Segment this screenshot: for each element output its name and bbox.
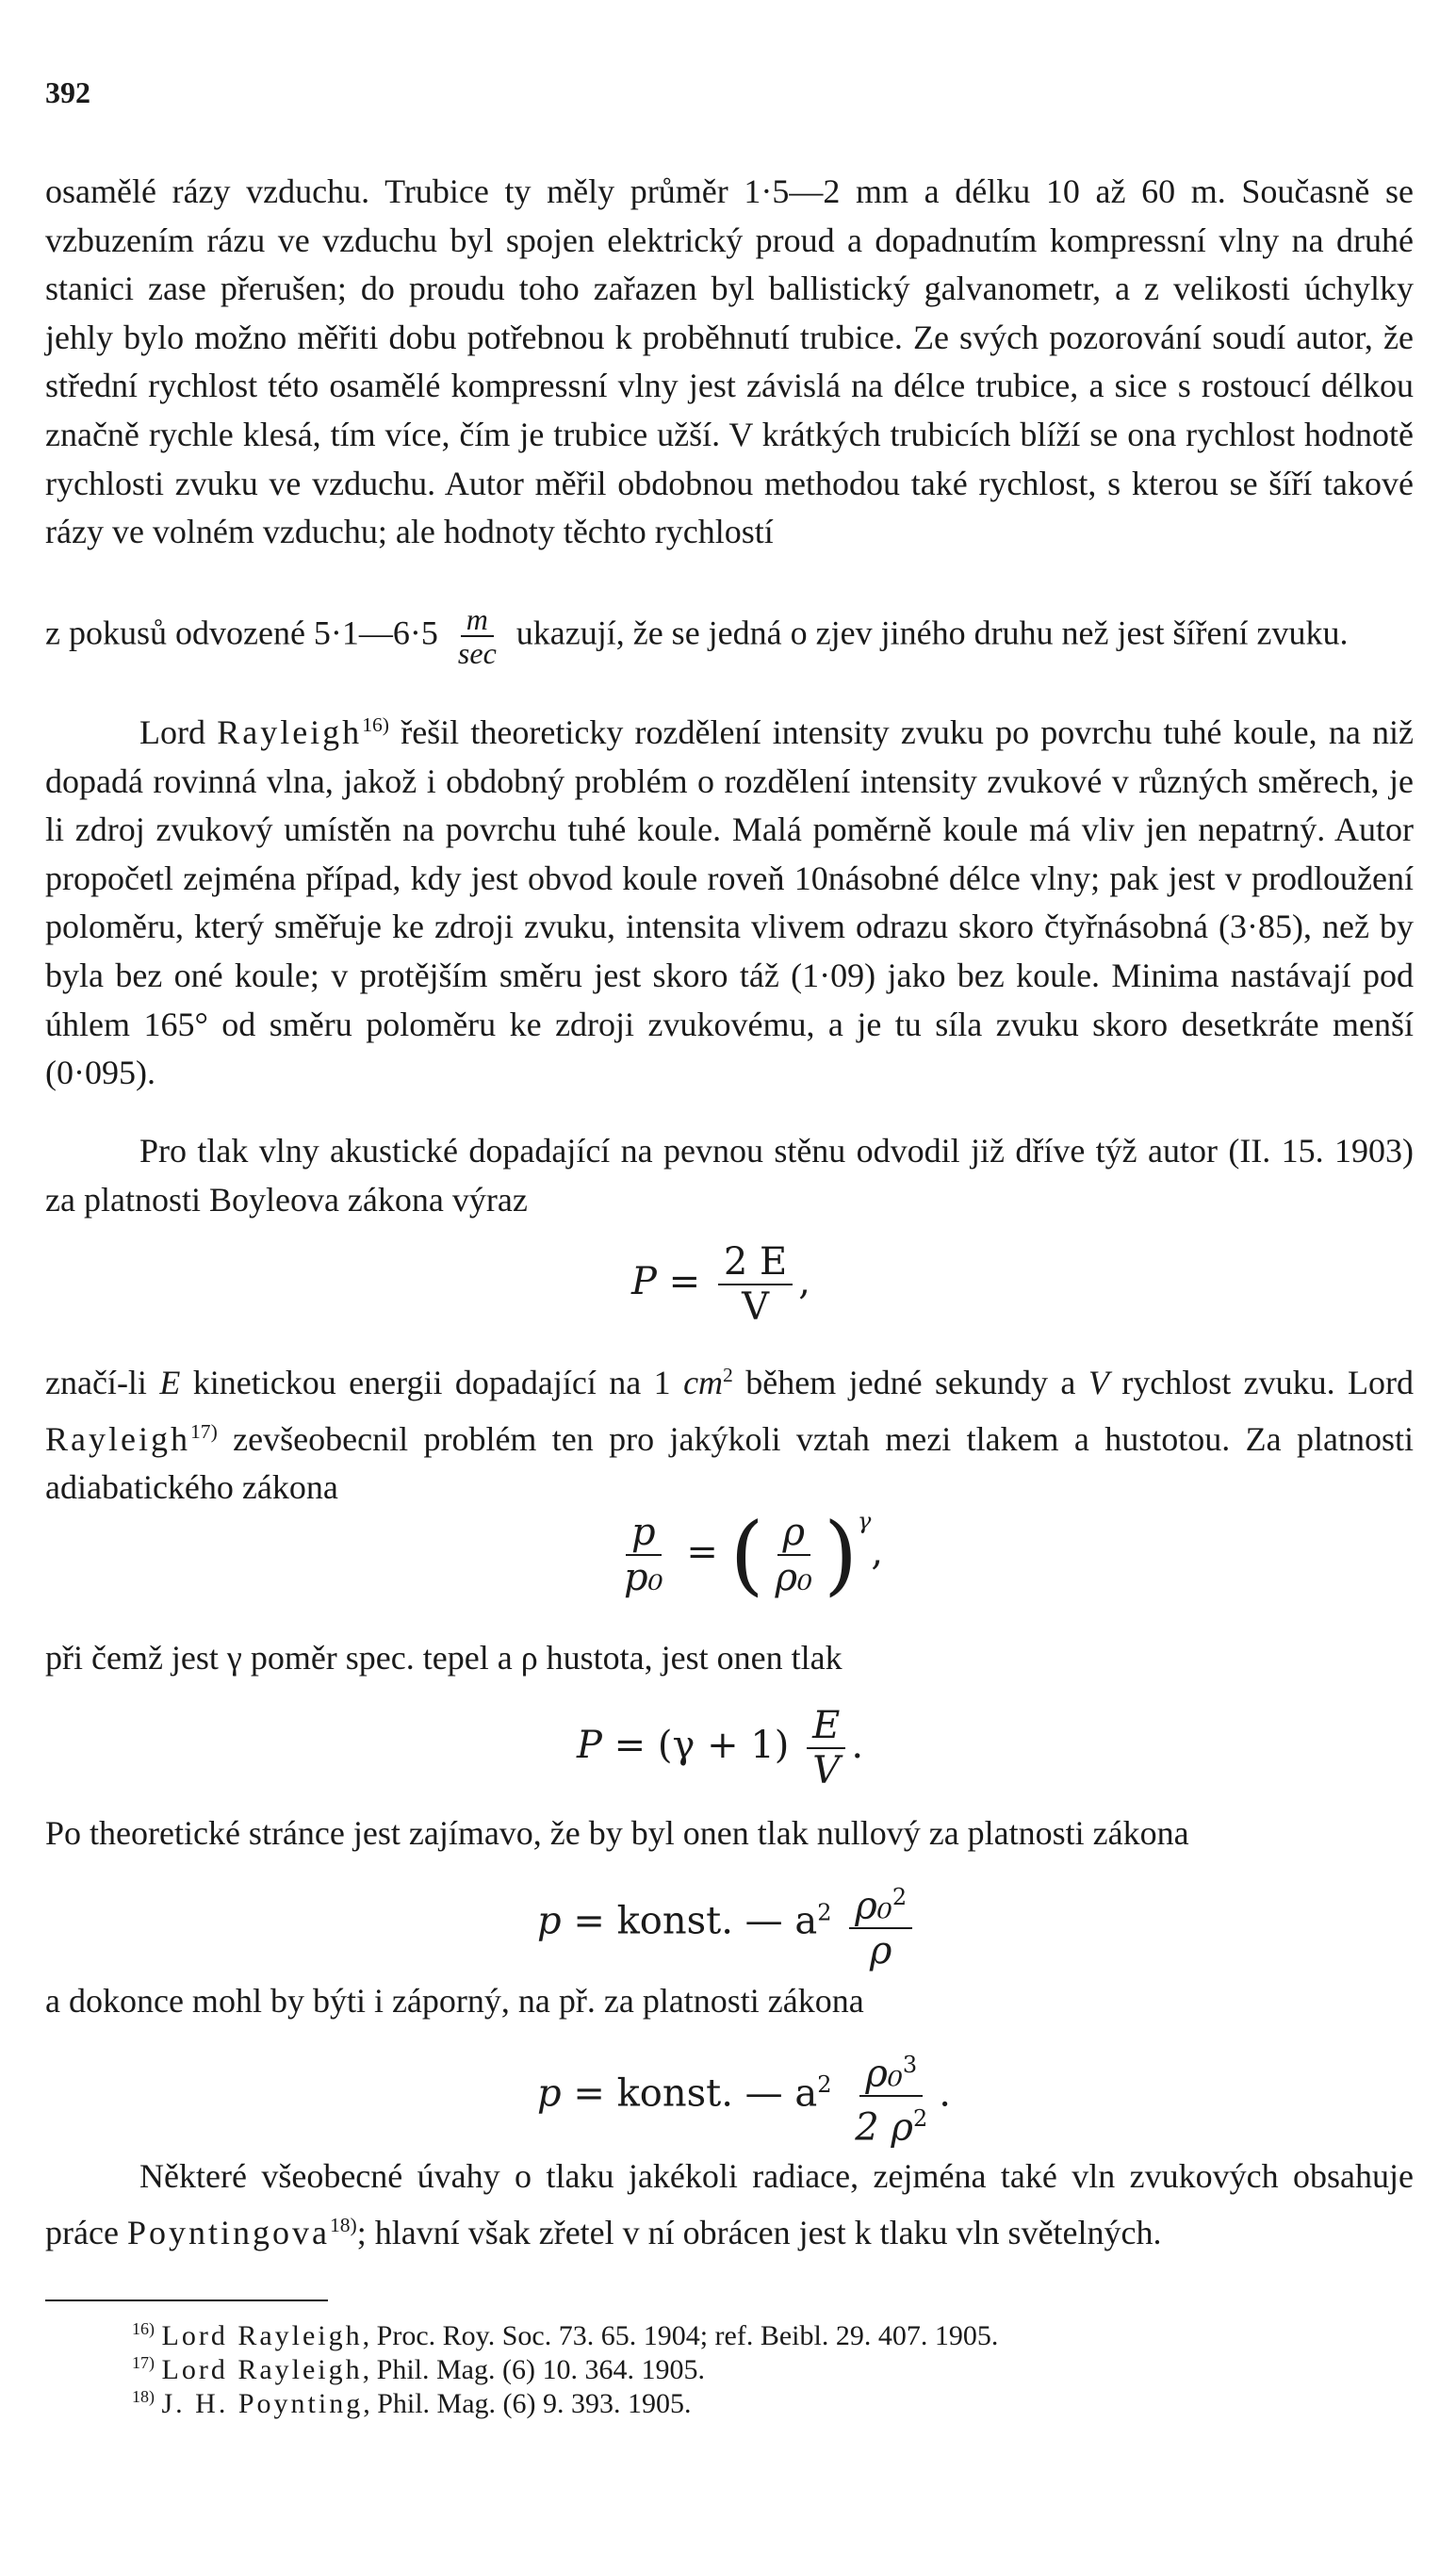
paragraph-shock-waves xyxy=(45,168,1414,557)
paragraph-text: a dokonce mohl by býti i záporný, na př. za platnosti zákona xyxy=(45,1982,864,2020)
paragraph-radiation: Některé všeobecné úvahy o tlaku jakékoli radiace, zejména také vln zvukových obsahuje práce Poyntingova$^{18)}$; hlavní však zřetel v ní obrácen jest k tlaku vln světelných. xyxy=(45,2157,1414,2251)
equation-negative-pressure: p = konst. — $a^2$ $\frac{\rho_0^3}{2 \rho^2}$ . xyxy=(537,2043,951,2150)
paragraph-gamma xyxy=(45,1634,1414,1683)
footnote-16: $^{16)}$ Lord Rayleigh, Proc. Roy. Soc. 73. 65. 1904; ref. Beibl. 29. 407. 1905. xyxy=(132,2319,999,2351)
author-rayleigh: Rayleigh xyxy=(45,1419,190,1458)
velocity-line xyxy=(45,603,1414,669)
unit-sec: sec xyxy=(457,636,497,670)
velocity-values: z pokusů odvozené 5·1—6·5 xyxy=(45,614,438,652)
unit-fraction xyxy=(452,603,502,669)
paragraph-text: Po theoretické stránce jest zajímavo, že by byl onen tlak nullový za platnosti zákona xyxy=(45,1814,1189,1852)
equation-pressure-gamma: P = (γ + 1) $\frac{E}{V}$ . xyxy=(577,1704,864,1792)
paragraph-rayleigh-sphere xyxy=(45,701,1414,1098)
footnote-ref-17: 17) xyxy=(189,1419,218,1443)
paragraph-pressure xyxy=(45,1127,1414,1224)
footnote-ref-18: 18) xyxy=(329,2213,357,2236)
paragraph-negative xyxy=(45,1977,1414,2026)
author-rayleigh: Rayleigh xyxy=(217,713,363,751)
lord-label: Lord xyxy=(139,713,205,751)
equation-null-pressure: p = konst. — $a^2$ $\frac{\rho_0^2}{\rho}$ xyxy=(537,1875,918,1972)
footnote-ref-16: 16) xyxy=(362,713,389,736)
page-number: 392 xyxy=(45,75,90,109)
paragraph-energy: značí-li E kinetickou energii dopadající na 1 $cm^2$ během jedné sekundy a V rychlost zvuku. Lord Rayleigh$^{17)}$ zevšeobecnil problém ten pro jakýkoli vztah mezi tlakem a hustotou. Za platnosti adiabatického zákona xyxy=(45,1364,1415,1507)
footnote-17: $^{17)}$ Lord Rayleigh, Phil. Mag. (6) 10. 364. 1905. xyxy=(132,2353,705,2385)
equation-boyle: P = $\frac{2 E}{V}$ , xyxy=(631,1240,810,1329)
velocity-conclusion: ukazují, že se jedná o zjev jiného druhu než jest šíření zvuku. xyxy=(515,614,1349,652)
paragraph-text: při čemž jest γ poměr spec. tepel a ρ hustota, jest onen tlak xyxy=(45,1639,843,1677)
footnote-divider xyxy=(45,2299,328,2301)
footnote-18: $^{18)}$ J. H. Poynting, Phil. Mag. (6) 9. 393. 1905. xyxy=(132,2387,692,2419)
equation-adiabatic: $\frac{p}{\text{p₀}}$ = ( $\frac{\rho}{\text{ρ₀}}$ )$^\gamma$, xyxy=(624,1504,884,1605)
unit-m: m xyxy=(461,603,494,637)
author-poynting: Poyntingova xyxy=(126,2213,330,2251)
paragraph-text: řešil theoreticky rozdělení intensity zvuku po povrchu tuhé koule, na niž dopadá rovinná vlna, jakož i obdobný problém o rozdělení intensity zvukové v různých směrech, je li zdroj zvukový umístěn na povrchu tuhé koule. Malá poměrně koule má vliv jen nepatrný. Autor propočetl zejména případ, kdy jest obvod koule roveň 10násobné délce vlny; pak jest v prodloužení poloměru, který směřuje ke zdroji zvuku, intensita vlivem odrazu skoro čtyřnásobná (3·85), než by byla bez oné koule; v protějším směru jest skoro táž (1·09) jako bez koule. Minima nastávají pod úhlem 165° od směru poloměru ke zdroji zvukovému, a je tu síla zvuku skoro desetkráte menší (0·095). xyxy=(45,713,1415,1092)
paragraph-text: Pro tlak vlny akustické dopadající na pevnou stěnu odvodil již dříve týž autor (II. 15. 1903) za platnosti Boyleova zákona výraz xyxy=(45,1132,1414,1219)
paragraph-text: osamělé rázy vzduchu. Trubice ty měly průměr 1·5—2 mm a délku 10 až 60 m. Současně se vzbuzením rázu ve vzduchu byl spojen elektrický proud a dopadnutím kompressní vlny na druhé stanici zase přerušen; do proudu toho zařazen byl ballistický galvanometr, a z velikosti úchylky jehly bylo možno měřiti dobu potřebnou k proběhnutí trubice. Ze svých pozorování soudí autor, že střední rychlost této osamělé kompressní vlny jest závislá na délce trubice, a sice s rostoucí délkou značně rychle klesá, tím více, čím je trubice užší. V krátkých trubicích blíží se ona rychlost hodnotě rychlosti zvuku ve vzduchu. Autor měřil obdobnou methodou také rychlost, s kterou se šíří takové rázy ve volném vzduchu; ale hodnoty těchto rychlostí xyxy=(45,172,1414,551)
paragraph-theoretical xyxy=(45,1809,1414,1858)
